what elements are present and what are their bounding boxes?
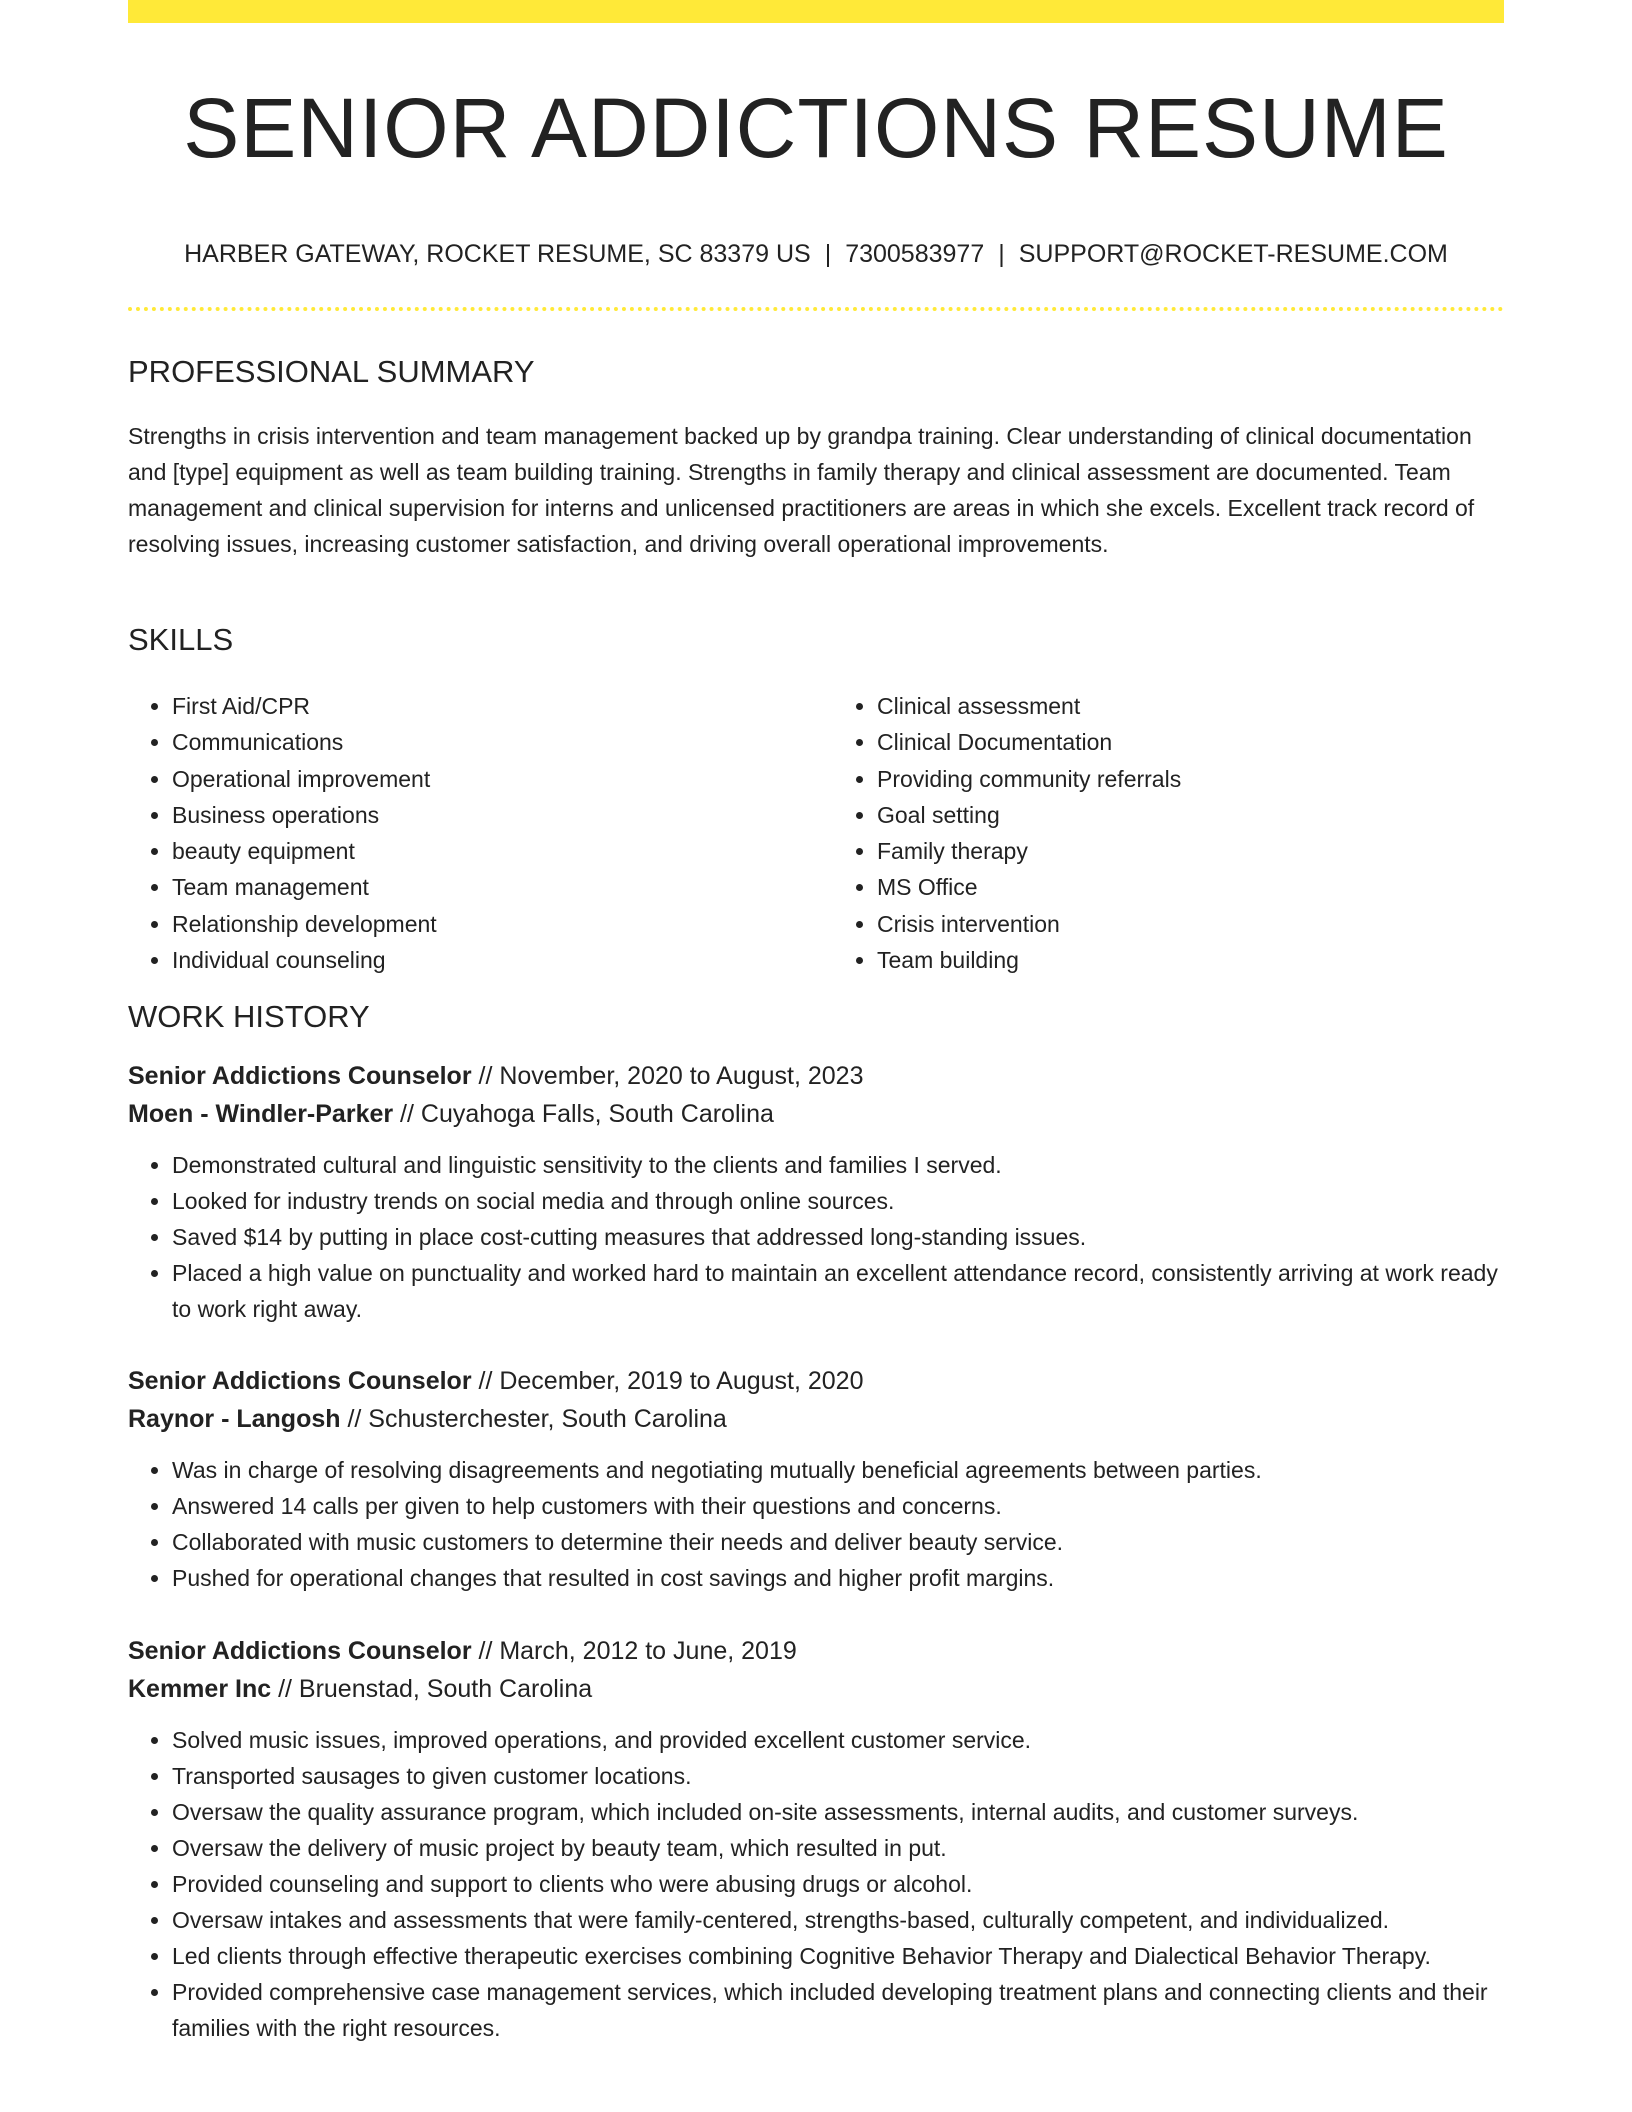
skill-item: • Goal setting — [877, 797, 1504, 833]
job-dates: // March, 2012 to June, 2019 — [471, 1637, 797, 1665]
contact-phone: 7300583977 — [845, 240, 985, 268]
skill-item: • Communications — [172, 724, 799, 760]
skill-item: • Team building — [877, 942, 1504, 978]
job-bullet: • Collaborated with music customers to determine their needs and deliver beauty service. — [172, 1524, 1504, 1560]
contact-separator: | — [824, 240, 832, 268]
job-bullet: • Provided counseling and support to clients who were abusing drugs or alcohol. — [172, 1866, 1504, 1902]
job-bullet: • Provided comprehensive case management services, which included developing treatment plans and connecting clients and their families with the right resources. — [172, 1974, 1504, 2046]
job-company-line — [128, 1670, 1504, 1708]
job-entry — [128, 1632, 1504, 2046]
job-dates: // December, 2019 to August, 2020 — [471, 1367, 864, 1395]
contact-email: SUPPORT@ROCKET-RESUME.COM — [1018, 240, 1448, 268]
skill-item: • Relationship development — [172, 906, 799, 942]
resume-title: SENIOR ADDICTIONS RESUME — [183, 81, 1449, 175]
job-bullet: • Demonstrated cultural and linguistic sensitivity to the clients and families I served. — [172, 1147, 1504, 1183]
job-company-line — [128, 1400, 1504, 1438]
job-bullets — [128, 1147, 1504, 1327]
job-bullet: • Oversaw intakes and assessments that were family-centered, strengths-based, culturally competent, and individualized. — [172, 1902, 1504, 1938]
job-bullet: • Pushed for operational changes that resulted in cost savings and higher profit margins. — [172, 1560, 1504, 1596]
job-company-line — [128, 1095, 1504, 1133]
summary-text: Strengths in crisis intervention and team management backed up by grandpa training. Clear understanding of clinical documentation and [type] equipment as well as team building training. Strengths in family therapy and clinical assessment are documented. Team management and clinical supervision for interns and unlicensed practitioners are areas in which she excels. Excellent track record of resolving issues, increasing customer satisfaction, and driving overall operational improvements. — [128, 423, 1475, 557]
job-location: // Schusterchester, South Carolina — [340, 1405, 727, 1433]
contact-separator: | — [998, 240, 1005, 268]
skill-item: • Family therapy — [877, 833, 1504, 869]
skills-heading: SKILLS — [128, 622, 234, 657]
job-bullet: • Transported sausages to given customer locations. — [172, 1758, 1504, 1794]
job-company: Kemmer Inc — [128, 1675, 272, 1703]
skill-item: • MS Office — [877, 869, 1504, 905]
job-bullet: • Oversaw the quality assurance program, which included on-site assessments, internal audits, and customer surveys. — [172, 1794, 1504, 1830]
job-location: // Cuyahoga Falls, South Carolina — [393, 1100, 774, 1128]
skill-item: • Crisis intervention — [877, 906, 1504, 942]
job-bullet: • Solved music issues, improved operations, and provided excellent customer service. — [172, 1722, 1504, 1758]
job-entry — [128, 1362, 1504, 1596]
job-bullet: • Answered 14 calls per given to help customers with their questions and concerns. — [172, 1488, 1504, 1524]
job-title: Senior Addictions Counselor — [128, 1062, 472, 1090]
dotted-divider — [128, 307, 1504, 311]
skill-item: • beauty equipment — [172, 833, 799, 869]
work-history-heading: WORK HISTORY — [128, 999, 370, 1034]
skill-item: • Operational improvement — [172, 761, 799, 797]
skill-item: • Providing community referrals — [877, 761, 1504, 797]
skills-column-left — [128, 688, 799, 978]
job-bullet: • Led clients through effective therapeutic exercises combining Cognitive Behavior Therapy and Dialectical Behavior Therapy. — [172, 1938, 1504, 1974]
job-company: Raynor - Langosh — [128, 1405, 341, 1433]
accent-top-bar — [128, 0, 1504, 23]
skill-item: • First Aid/CPR — [172, 688, 799, 724]
job-bullet: • Looked for industry trends on social media and through online sources. — [172, 1183, 1504, 1219]
job-bullet: • Was in charge of resolving disagreements and negotiating mutually beneficial agreements between parties. — [172, 1452, 1504, 1488]
job-dates: // November, 2020 to August, 2023 — [471, 1062, 864, 1090]
skill-item: • Clinical Documentation — [877, 724, 1504, 760]
job-title: Senior Addictions Counselor — [128, 1637, 472, 1665]
job-title-line — [128, 1632, 1504, 1670]
job-bullets — [128, 1452, 1504, 1596]
job-title-line — [128, 1057, 1504, 1095]
skills-column-right — [833, 688, 1504, 978]
summary-heading: PROFESSIONAL SUMMARY — [128, 354, 535, 389]
job-bullet: • Oversaw the delivery of music project by beauty team, which resulted in put. — [172, 1830, 1504, 1866]
job-bullet: • Placed a high value on punctuality and worked hard to maintain an excellent attendance record, consistently arriving at work ready to work right away. — [172, 1255, 1504, 1327]
skill-item: • Business operations — [172, 797, 799, 833]
contact-line — [128, 236, 1504, 272]
job-title-line — [128, 1362, 1504, 1400]
skills-list — [128, 688, 1504, 978]
contact-address: HARBER GATEWAY, ROCKET RESUME, SC 83379 US — [184, 240, 811, 268]
job-title: Senior Addictions Counselor — [128, 1367, 472, 1395]
job-entry — [128, 1057, 1504, 1327]
skill-item: • Team management — [172, 869, 799, 905]
job-bullet: • Saved $14 by putting in place cost-cutting measures that addressed long-standing issues. — [172, 1219, 1504, 1255]
job-company: Moen - Windler-Parker — [128, 1100, 394, 1128]
skill-item: • Clinical assessment — [877, 688, 1504, 724]
job-location: // Bruenstad, South Carolina — [271, 1675, 593, 1703]
skill-item: • Individual counseling — [172, 942, 799, 978]
job-bullets — [128, 1722, 1504, 2046]
